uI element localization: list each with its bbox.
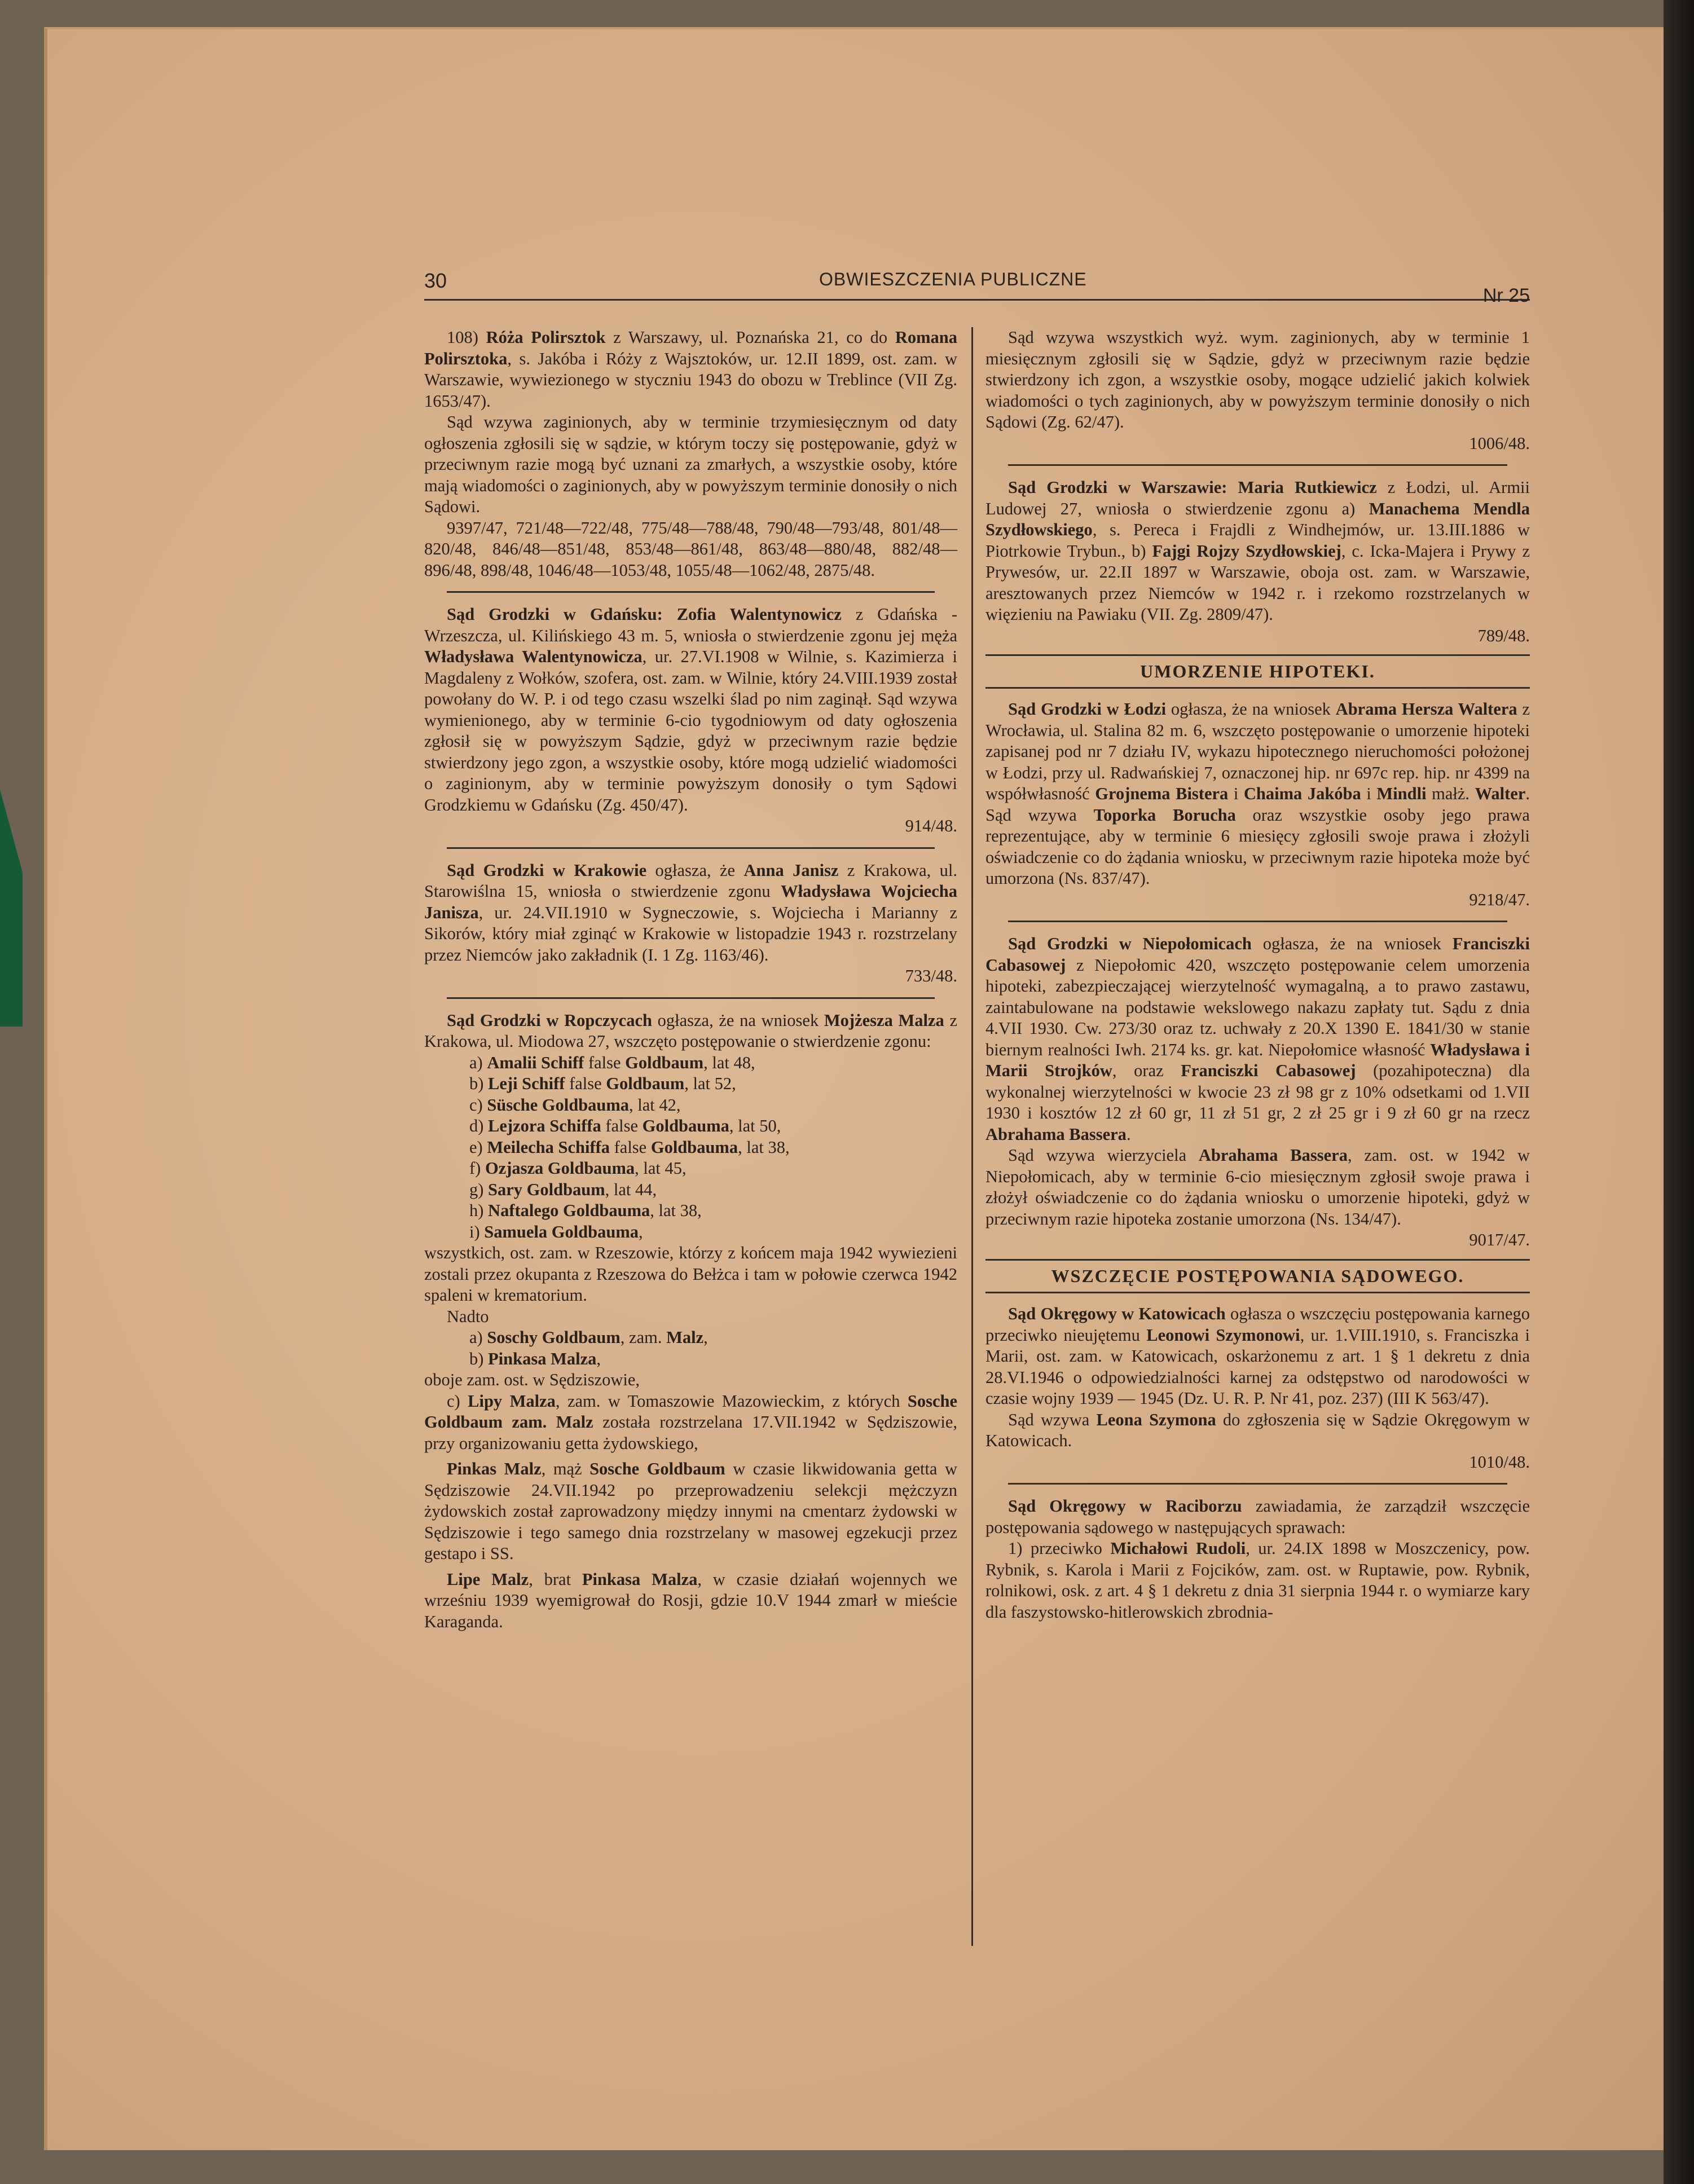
separator <box>447 591 935 593</box>
paragraph: Sąd Okręgowy w Raciborzu zawiadamia, że zarządził wszczęcie postępowania sądowego w następujących sprawach: <box>985 1496 1530 1537</box>
list-item: h) Naftalego Goldbauma, lat 38, <box>469 1201 702 1220</box>
paragraph: wszystkich, ost. zam. w Rzeszowie, którzy z końcem maja 1942 wywiezieni zostali przez okupanta z Rzeszowa do Bełżca i tam w połowie czerwca 1942 spaleni w krematorium. <box>424 1243 957 1305</box>
paragraph: Nadto <box>447 1306 489 1326</box>
paragraph: Sąd Grodzki w Łodzi ogłasza, że na wniosek Abrama Hersza Waltera z Wrocławia, ul. Stalina 82 m. 6, wszczęto postępowanie o umorzenie hipoteki zapisanej pod nr 7 działu IV, wykazu hipotecznego nieruchomości położonej w Łodzi, przy ul. Radwańskiej 7, oznaczonej hip. nr 697c rep. hip. nr 4399 na współwłasność Grojnema Bistera i Chaima Jakóba i Mindli małż. Walter. Sąd wzywa Toporka Borucha oraz wszystkie osoby jego prawa reprezentujące, aby w terminie 6 miesięcy zgłosili swoje prawa i złożyli oświadczenie co do żądania wniosku, w przeciwnym razie hipoteka może być umorzona (Ns. 837/47). <box>985 699 1530 888</box>
separator <box>447 847 935 849</box>
paragraph: Sąd Grodzki w Gdańsku: Zofia Walentynowicz z Gdańska - Wrzeszcza, ul. Kilińskiego 43 m. 5, wniosła o stwierdzenie zgonu jej męża Władysława Walentynowicza, ur. 27.VI.1908 w Wilnie, s. Kazimierza i Magdaleny z Wołków, szofera, ost. zam. w Wilnie, który 24.VIII.1939 został powołany do W. P. i od tego czasu wszelki ślad po nim zaginął. Sąd wzywa wymienionego, aby w terminie 6-cio tygodniowym od daty ogłoszenia zgłosił się w powyższym Sądzie, gdyż w przeciwnym razie będzie stwierdzony jego zgon, a wszystkie osoby, które mogą udzielić wiadomości o zaginionym, aby w terminie powyższym donosiły o tym Sądowi Grodzkiemu w Gdańsku (Zg. 450/47). <box>424 605 957 814</box>
notice-niepolomice <box>985 934 1530 1251</box>
running-head <box>424 265 1530 306</box>
case-reference: 733/48. <box>905 966 957 985</box>
person-list <box>469 1327 957 1370</box>
binding-spine <box>1664 0 1694 2184</box>
separator <box>1008 1483 1507 1485</box>
notice-krakow <box>424 860 957 987</box>
list-item: d) Lejzora Schiffa false Goldbauma, lat 50, <box>469 1116 781 1135</box>
section-heading-proceedings: WSZCZĘCIE POSTĘPOWANIA SĄDOWEGO. <box>985 1259 1530 1293</box>
paragraph: Sąd Grodzki w Niepołomicach ogłasza, że na wniosek Franciszki Cabasowej z Niepołomic 420, wszczęto postępowanie celem umorzenia hipoteki, zabezpieczającej wierzytelność wymagalną, a to prawo zastawu, zaintabulowane na podstawie wekslowego nakazu zapłaty tut. Sądu z dnia 4.VII 1930. Cw. 273/30 oraz tz. uchwały z 20.X 1390 E. 1841/30 w stanie biernym realności Iwh. 2174 ks. gr. kat. Niepołomice własność Władysława i Marii Strojków, oraz Franciszki Cabasowej (pozahipoteczna) dla wykonalnej wierzytelności w kwocie 23 zł 98 gr z 10% odsetkami od 1.VII 1930 i kosztów 12 zł 60 gr, 11 zł 51 gr, 2 zł 25 gr i 9 zł 60 gr na rzecz Abrahama Bassera. <box>985 934 1530 1144</box>
notice-continuation <box>985 327 1530 454</box>
paragraph: Sąd Okręgowy w Katowicach ogłasza o wszczęciu postępowania karnego przeciwko nieujętemu Leonowi Szymonowi, ur. 1.VIII.1910, s. Franciszka i Marii, ost. zam. w Katowicach, oskarżonemu z art. 1 § 1 dekretu z dnia 28.VI.1946 o odpowiedzialności karnej za odstępstwo od narodowości w czasie wojny 1939 — 1945 (Dz. U. R. P. Nr 41, poz. 237) (III K 563/47). <box>985 1304 1530 1408</box>
paragraph: Sąd wzywa Leona Szymona do zgłoszenia się w Sądzie Okręgowym w Katowicach. <box>985 1410 1530 1451</box>
notice-108 <box>424 327 957 581</box>
paragraph: Sąd Grodzki w Krakowie ogłasza, że Anna Janisz z Krakowa, ul. Starowiślna 15, wniosła o stwierdzenie zgonu Władysława Wojciecha Janisza, ur. 24.VII.1910 w Sygneczowie, s. Wojciecha i Marianny z Sikorów, który miał zginąć w Krakowie w listopadzie 1943 r. rozstrzelany przez Niemców jako zakładnik (I. 1 Zg. 1163/46). <box>424 860 958 965</box>
paragraph: 108) Róża Polirsztok z Warszawy, ul. Poznańska 21, co do Romana Polirsztoka, s. Jakóba i Róży z Wajsztoków, ur. 12.II 1899, ost. zam. w Warszawie, wywiezionego w styczniu 1943 do obozu w Treblince (VII Zg. 1653/47). <box>424 328 957 411</box>
separator <box>1008 464 1507 466</box>
case-references: 9397/47, 721/48—722/48, 775/48—788/48, 790/48—793/48, 801/48—820/48, 846/48—851/48, 853/48—861/48, 863/48—880/48, 882/48—896/48, 898/48, 1046/48—1053/48, 1055/48—1062/48, 2875/48. <box>424 518 957 580</box>
paragraph: Sąd wzywa zaginionych, aby w terminie trzymiesięcznym od daty ogłoszenia zgłosili się w sądzie, w którym toczy się postępowanie, gdyż w przeciwnym razie mogą być uznani za zmarłych, a wszystkie osoby, które mają wiadomości o zaginionych, aby w powyższym terminie donosiły o nich Sądowi. <box>424 412 957 516</box>
paragraph: Pinkas Malz, mąż Sosche Goldbaum w czasie likwidowania getta w Sędziszowie 24.VII.1942 po przeprowadzeniu selekcji mężczyzn żydowskich został zaprowadzony między innymi na cmentarz żydowski w Sędziszowie i tego samego dnia rozstrzelany w masowej egzekucji przez gestapo i SS. <box>424 1459 957 1563</box>
paragraph: Lipe Malz, brat Pinkasa Malza, w czasie działań wojennych we wrześniu 1939 wyemigrował do Rosji, gdzie 10.V 1944 zmarł w mieście Karaganda. <box>424 1569 958 1631</box>
case-reference: 1006/48. <box>1469 433 1530 453</box>
case-reference: 914/48. <box>905 816 957 835</box>
notice-lodz <box>985 699 1530 910</box>
list-item: c) Süsche Goldbauma, lat 42, <box>469 1095 681 1115</box>
publication-title: OBWIESZCZENIA PUBLICZNE <box>819 269 1087 289</box>
notice-gdansk <box>424 604 957 837</box>
list-item: a) Soschy Goldbaum, zam. Malz, <box>469 1328 708 1347</box>
person-list <box>469 1053 957 1243</box>
left-column <box>424 327 957 1638</box>
right-column <box>985 327 1530 1628</box>
case-reference: 789/48. <box>1477 626 1530 645</box>
paragraph: 1) przeciwko Michałowi Rudoli, ur. 24.IX 1898 w Moszczenicy, pow. Rybnik, s. Karola i Marii z Fojcików, zam. ost. w Ruptawie, pow. Rybnik, rolnikowi, osk. z art. 4 § 1 dekretu z dnia 31 sierpnia 1944 r. o wymiarze kary dla faszystowsko-hitlerowskich zbrodnia- <box>985 1539 1530 1622</box>
list-item: b) Pinkasa Malza, <box>469 1349 601 1368</box>
section-heading-mortgage: UMORZENIE HIPOTEKI. <box>985 654 1530 689</box>
list-item: i) Samuela Goldbauma, <box>469 1222 643 1241</box>
notice-warszawa <box>985 477 1530 646</box>
case-reference: 9218/47. <box>1469 890 1530 909</box>
paragraph: Sąd wzywa wierzyciela Abrahama Bassera, zam. ost. w 1942 w Niepołomicach, aby w terminie 6-cio miesięcznym zgłosił swoje prawa i złożył oświadczenie co do żądania wniosku o umorzenie hipoteki, gdyż w przeciwnym razie hipoteka zostanie umorzona (Ns. 134/47). <box>985 1146 1530 1228</box>
list-item: f) Ozjasza Goldbauma, lat 45, <box>469 1159 687 1178</box>
issue-number: Nr 25 <box>1482 285 1530 306</box>
page-number: 30 <box>424 269 447 292</box>
paragraph: Sąd Grodzki w Warszawie: Maria Rutkiewicz z Łodzi, ul. Armii Ludowej 27, wniosła o stwierdzenie zgonu a) Manachema Mendla Szydłowskiego, s. Pereca i Frajdli z Windhejmów, ur. 13.III.1886 w Piotrkowie Trybun., b) Fajgi Rojzy Szydłowskiej, c. Icka-Majera i Prywy z Prywesów, ur. 22.II 1897 w Warszawie, oboja ost. zam. w Warszawie, aresztowanych przez Niemców w 1942 r. i rzekomo rozstrzelanych w więzieniu na Pawiaku (VII. Zg. 2809/47). <box>985 478 1530 624</box>
page-content <box>424 265 1530 1957</box>
notice-ropczyce <box>424 1010 957 1633</box>
column-rule <box>971 327 973 1946</box>
paragraph: Sąd wzywa wszystkich wyż. wym. zaginionych, aby w terminie 1 miesięcznym zgłosili się w Sądzie, gdyż w przeciwnym razie będzie stwierdzony ich zgon, a wszystkie osoby, mogące udzielić jakich kolwiek wiadomości o tych zaginionych, aby w powyższym terminie donosiły o nich Sądowi (Zg. 62/47). <box>985 328 1530 431</box>
notice-katowice <box>985 1304 1530 1473</box>
paragraph: oboje zam. ost. w Sędziszowie, <box>424 1370 640 1389</box>
list-item: g) Sary Goldbaum, lat 44, <box>469 1179 657 1199</box>
separator <box>447 997 935 999</box>
paragraph: Sąd Grodzki w Ropczycach ogłasza, że na wniosek Mojżesza Malza z Krakowa, ul. Miodowa 27, wszczęto postępowanie o stwierdzenie zgonu: <box>424 1010 957 1051</box>
list-item: a) Amalii Schiff false Goldbaum, lat 48, <box>469 1053 755 1072</box>
case-reference: 1010/48. <box>1469 1452 1530 1472</box>
list-item: e) Meilecha Schiffa false Goldbauma, lat 38, <box>469 1137 790 1157</box>
green-edge-strip <box>0 790 23 1027</box>
notice-raciborz <box>985 1496 1530 1623</box>
separator <box>1008 921 1507 922</box>
case-reference: 9017/47. <box>1469 1230 1530 1250</box>
list-item: b) Leji Schiff false Goldbaum, lat 52, <box>469 1074 736 1093</box>
paragraph: c) Lipy Malza, zam. w Tomaszowie Mazowieckim, z których Sosche Goldbaum zam. Malz została rozstrzelana 17.VII.1942 w Sędziszowie, przy organizowaniu getta żydowskiego, <box>424 1391 957 1453</box>
